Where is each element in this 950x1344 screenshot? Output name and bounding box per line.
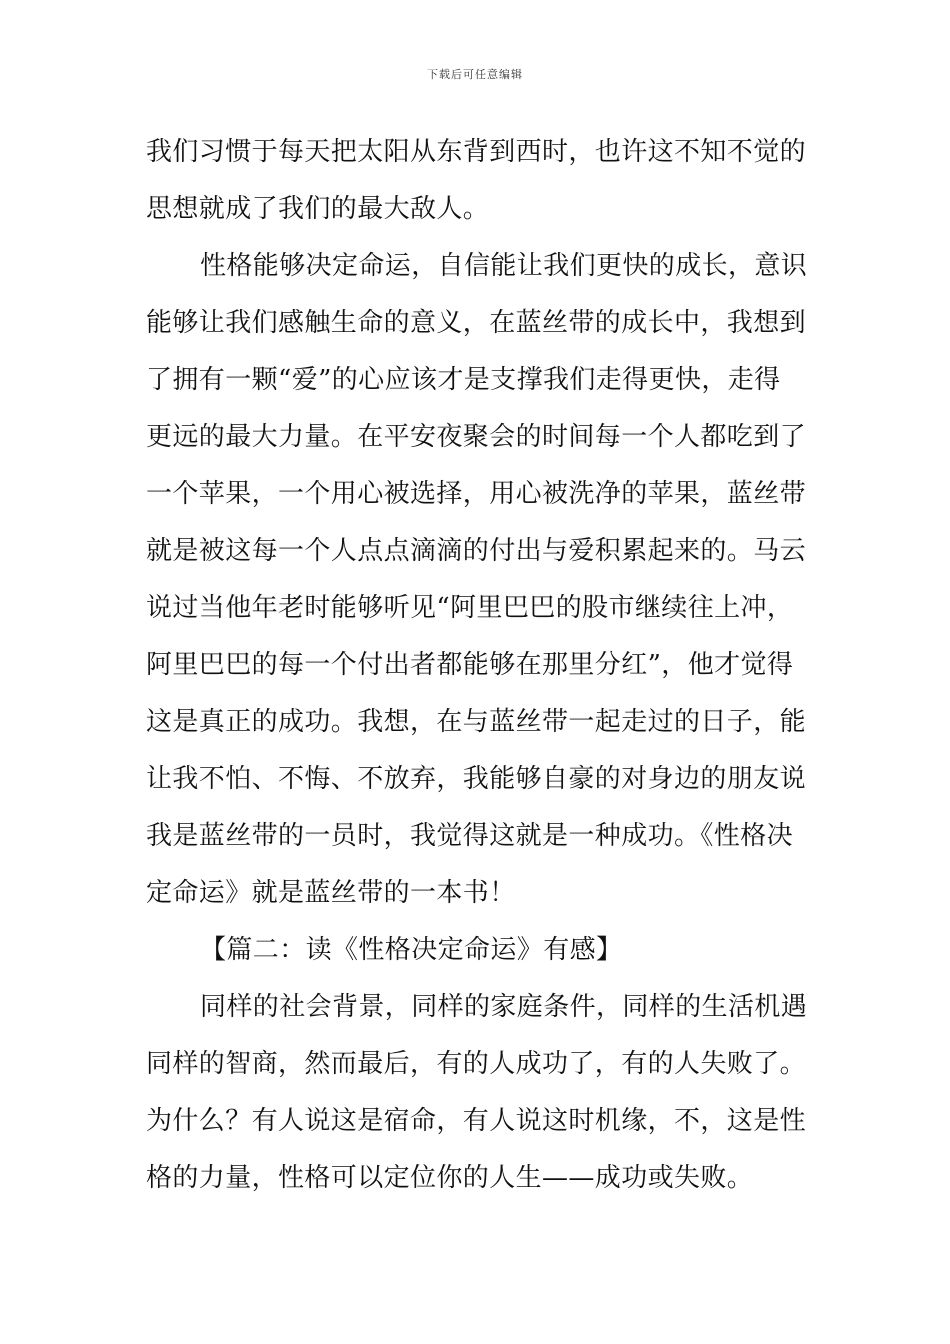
- text-line: 我是蓝丝带的一员时，我觉得这就是一种成功。《性格决: [146, 821, 794, 851]
- page-header-note: 下载后可任意编辑: [427, 68, 523, 81]
- text-line: 让我不怕、不悔、不放弃，我能够自豪的对身边的朋友说: [146, 764, 807, 794]
- text-line: 性格能够决定命运，自信能让我们更快的成长，意识: [200, 251, 808, 281]
- text-line: 【篇二：读《性格决定命运》有感】: [200, 935, 623, 965]
- text-line: 就是被这每一个人点点滴滴的付出与爱积累起来的。马云: [146, 536, 807, 566]
- text-line: 格的力量，性格可以定位你的人生——成功或失败。: [146, 1163, 754, 1193]
- text-line: 这是真正的成功。我想，在与蓝丝带一起走过的日子，能: [146, 707, 807, 737]
- text-line: 了拥有一颗“爱”的心应该才是支撑我们走得更快，走得: [146, 365, 781, 395]
- text-line: 同样的社会背景，同样的家庭条件，同样的生活机遇: [200, 992, 808, 1022]
- document-body: [146, 128, 810, 1211]
- text-line: 阿里巴巴的每一个付出者都能够在那里分红”，他才觉得: [146, 650, 794, 680]
- text-line: 同样的智商，然而最后，有的人成功了，有的人失败了。: [146, 1049, 807, 1079]
- text-line: 说过当他年老时能够听见“阿里巴巴的股市继续往上冲，: [146, 593, 794, 623]
- text-line: 为什么？有人说这是宿命，有人说这时机缘，不，这是性: [146, 1106, 807, 1136]
- text-line: 思想就成了我们的最大敌人。: [146, 194, 490, 224]
- text-line: 能够让我们感触生命的意义，在蓝丝带的成长中，我想到: [146, 308, 807, 338]
- text-line: 一个苹果，一个用心被选择，用心被洗净的苹果，蓝丝带: [146, 479, 807, 509]
- text-line: 定命运》就是蓝丝带的一本书！: [146, 878, 516, 908]
- text-line: 我们习惯于每天把太阳从东背到西时，也许这不知不觉的: [146, 137, 807, 167]
- text-line: 更远的最大力量。在平安夜聚会的时间每一个人都吃到了: [146, 422, 807, 452]
